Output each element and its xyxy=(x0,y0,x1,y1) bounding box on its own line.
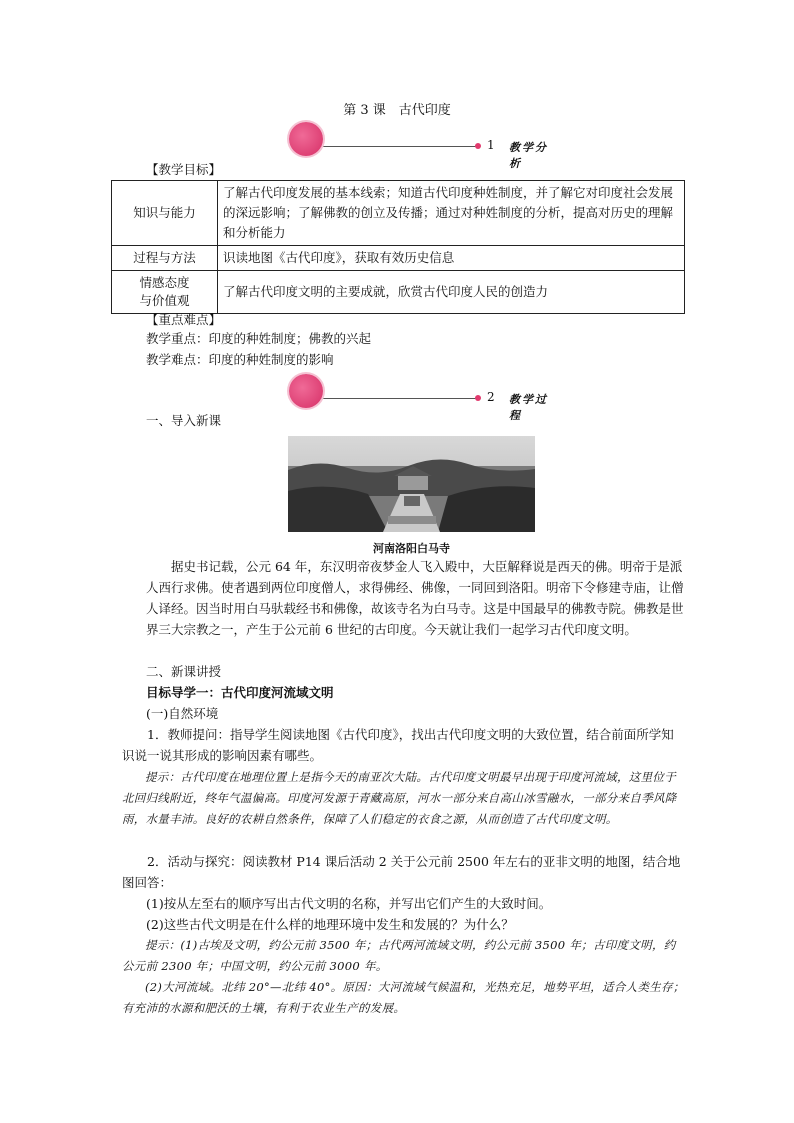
section-banner-process xyxy=(289,374,549,422)
section-number: 1 xyxy=(487,138,495,152)
banner-dot xyxy=(475,143,481,149)
pink-circle-icon xyxy=(289,122,323,156)
lesson-title: 第 3 课 古代印度 xyxy=(343,103,451,118)
section-label: 教学分析 xyxy=(509,141,548,170)
section-label: 教学过程 xyxy=(509,393,548,422)
section-number: 2 xyxy=(487,390,495,404)
temple-photo xyxy=(288,436,535,532)
focus-key: 教学重点：印度的种姓制度；佛教的兴起 xyxy=(146,331,372,346)
goal-value: 了解古代印度发展的基本线索；知道古代印度种姓制度，并了解它对印度社会发展的深远影响；了解佛教的创立及传播；通过对种姓制度的分析，提高对历史的理解和分析能力 xyxy=(218,181,685,246)
goal-key xyxy=(112,271,218,314)
goal-value: 了解古代印度文明的主要成就，欣赏古代印度人民的创造力 xyxy=(218,271,685,314)
hint-1: 提示：古代印度在地理位置上是指今天的南亚次大陆。古代印度文明最早出现于印度河流域，这里位于北回归线附近，终年气温偏高。印度河发源于青藏高原，河水一部分来自高山冰雪融水，一部分来自季风降雨，水量丰沛。良好的农耕自然条件，保障了人们稳定的衣食之源，从而创造了古代印度文明。 xyxy=(122,770,677,826)
focus-difficult: 教学难点：印度的种姓制度的影响 xyxy=(146,352,334,367)
goal-key-line1: 情感态度 xyxy=(139,275,190,290)
goal-key: 过程与方法 xyxy=(112,246,218,271)
hint-2: 提示：(1)古埃及文明，约公元前 3500 年；古代两河流域文明，约公元前 3500 年；古印度文明，约公元前 2300 年；中国文明，约公元前 3000 年。 xyxy=(122,938,676,973)
banner-line xyxy=(319,146,479,147)
table-row xyxy=(112,246,685,271)
hint-3: (2)大河流域。北纬 20°—北纬 40°。原因：大河流域气候温和，光热充足，地势平坦，适合人类生存；有充沛的水源和肥沃的土壤，有利于农业生产的发展。 xyxy=(122,980,685,1015)
question-2: 2．活动与探究：阅读教材 P14 课后活动 2 关于公元前 2500 年左右的亚非文明的地图，结合地图回答： xyxy=(122,854,681,890)
banner-line xyxy=(319,398,479,399)
table-row xyxy=(112,271,685,314)
question-2a: (1)按从左至右的顺序写出古代文明的名称，并写出它们产生的大致时间。 xyxy=(146,896,552,911)
table-row xyxy=(112,181,685,246)
goals-table xyxy=(111,180,685,314)
goals-heading: 【教学目标】 xyxy=(146,162,222,177)
goal-key-line2: 与价值观 xyxy=(139,293,190,308)
photo-caption: 河南洛阳白马寺 xyxy=(373,542,450,555)
pink-circle-icon xyxy=(289,374,323,408)
new-lesson-heading: 二、新课讲授 xyxy=(146,664,222,679)
focus-heading: 【重点难点】 xyxy=(146,312,222,327)
goal-key: 知识与能力 xyxy=(112,181,218,246)
question-2b: (2)这些古代文明是在什么样的地理环境中发生和发展的？为什么？ xyxy=(146,917,514,932)
section-banner-analysis xyxy=(289,122,549,170)
subheading-environment: (一)自然环境 xyxy=(146,706,219,721)
goal-value: 识读地图《古代印度》，获取有效历史信息 xyxy=(218,246,685,271)
target-heading: 目标导学一：古代印度河流域文明 xyxy=(146,685,334,700)
question-1: 1．教师提问：指导学生阅读地图《古代印度》，找出古代印度文明的大致位置，结合前面所学知识说一说其形成的影响因素有哪些。 xyxy=(122,727,674,763)
intro-paragraph: 据史书记载，公元 64 年，东汉明帝夜梦金人飞入殿中，大臣解释说是西天的佛。明帝于是派人西行求佛。使者遇到两位印度僧人，求得佛经、佛像，一同回到洛阳。明帝下令修建寺庙，让僧人译经。因当时用白马驮载经书和佛像，故该寺名为白马寺。这是中国最早的佛教寺院。佛教是世界三大宗教之一，产生于公元前 6 世纪的古印度。今天就让我们一起学习古代印度文明。 xyxy=(146,559,684,637)
intro-heading: 一、导入新课 xyxy=(146,413,222,428)
banner-dot xyxy=(475,395,481,401)
